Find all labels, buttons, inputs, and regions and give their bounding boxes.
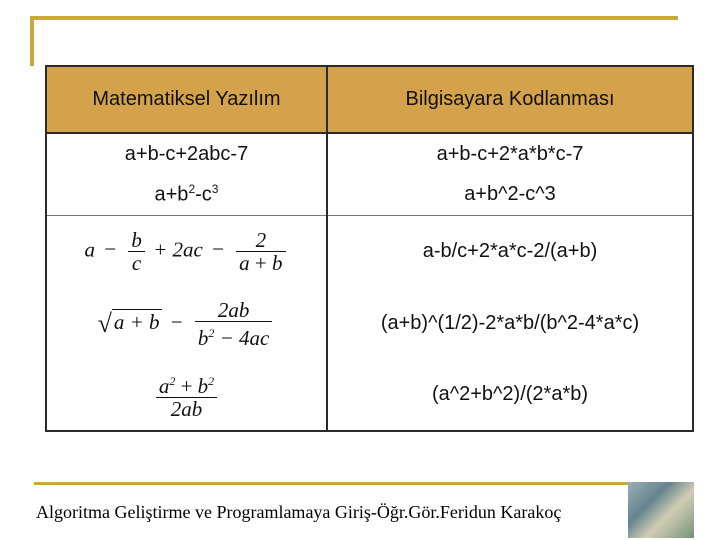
operator: + — [254, 251, 267, 276]
header-computer-code: Bilgisayara Kodlanması — [327, 66, 693, 133]
header-math-notation: Matematiksel Yazılım — [46, 66, 327, 133]
fraction-2-over-a-plus-b — [236, 229, 285, 274]
numerator: 2ab — [217, 297, 250, 322]
table-row — [46, 288, 693, 360]
fraction-a2-plus-b2-over-2ab — [156, 370, 217, 420]
denominator — [195, 321, 273, 349]
math-expression-5 — [46, 360, 327, 431]
table-row — [46, 174, 693, 215]
denominator: 2ab — [156, 397, 217, 420]
exponent: 2 — [169, 373, 176, 388]
fraction-b-over-c — [128, 229, 145, 274]
term-2ac: + 2ac — [153, 237, 203, 262]
radicand: a + b — [113, 309, 160, 334]
table-row — [46, 215, 693, 288]
exponent: 2 — [188, 182, 196, 197]
term-minus-4ac: − 4ac — [214, 325, 270, 350]
operator: − — [212, 237, 224, 262]
exponent: 2 — [208, 373, 215, 388]
exponent: 2 — [208, 325, 215, 340]
var-b: b — [272, 251, 283, 276]
operator: − — [104, 237, 117, 262]
denominator: c — [128, 251, 145, 274]
code-expression-1: a+b-c+2*a*b*c-7 — [327, 133, 693, 174]
formula-table — [45, 65, 694, 432]
math-expression-2 — [46, 174, 327, 215]
var-a: a — [239, 251, 250, 276]
table-header-row — [46, 66, 693, 133]
left-decoration-line — [30, 16, 34, 66]
var-a: a — [84, 237, 95, 262]
operator: − — [170, 309, 183, 334]
footer-text: Algoritma Geliştirme ve Programlamaya Giriş-Öğr.Gör.Feridun Karakoç — [36, 502, 562, 522]
top-decoration-line — [30, 16, 678, 20]
math-expression-1: a+b-c+2abc-7 — [46, 133, 327, 174]
code-expression-4: (a+b)^(1/2)-2*a*b/(b^2-4*a*c) — [327, 288, 693, 360]
exponent: 3 — [211, 182, 219, 197]
math-expression-4 — [46, 288, 327, 360]
code-expression-2: a+b^2-c^3 — [327, 174, 693, 215]
numerator: b — [131, 228, 142, 253]
bottom-decoration-line — [34, 482, 628, 485]
denominator — [236, 251, 285, 274]
decorative-corner-image — [628, 482, 694, 538]
numerator — [156, 370, 217, 397]
fraction-2ab-over-b2-minus-4ac — [195, 299, 273, 349]
term-a-plus-b: a+b — [154, 183, 189, 206]
numerator: 2 — [255, 228, 267, 253]
code-expression-5: (a^2+b^2)/(2*a*b) — [327, 360, 693, 431]
radical-sign-icon: √ — [97, 308, 112, 338]
code-expression-3: a-b/c+2*a*c-2/(a+b) — [327, 215, 693, 288]
var-b: b — [197, 325, 209, 350]
var-b: b — [197, 373, 209, 398]
operator: + — [175, 373, 198, 398]
math-expression-3 — [46, 215, 327, 288]
term-minus-c: -c — [195, 183, 212, 206]
table-row — [46, 133, 693, 174]
var-a: a — [158, 373, 170, 398]
square-root — [98, 309, 162, 339]
table-row — [46, 360, 693, 431]
